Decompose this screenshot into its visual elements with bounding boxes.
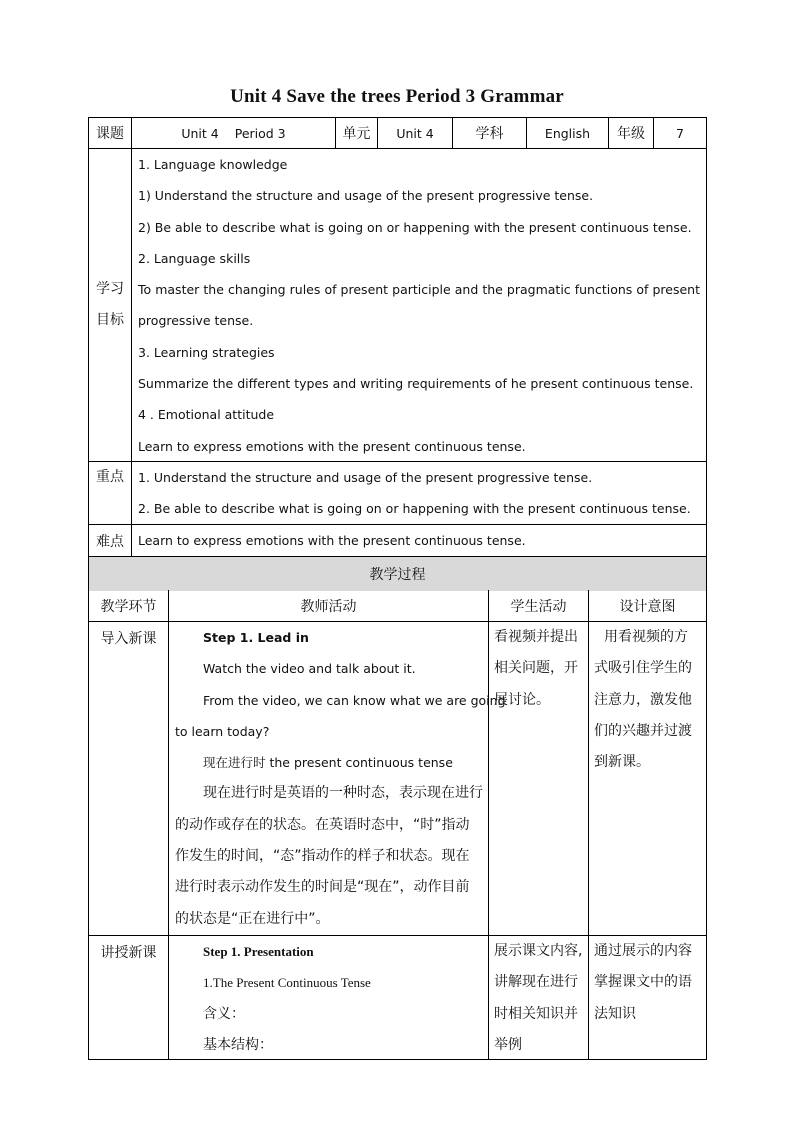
- objectives-label: [89, 149, 132, 461]
- intent-line: 通过展示的内容: [594, 943, 692, 959]
- key-points-label: [89, 462, 132, 524]
- design-intent-cell: [589, 622, 706, 935]
- difficulty-line: Learn to express emotions with the present continuous tense.: [138, 533, 526, 548]
- intent-line: 式吸引住学生的: [594, 660, 692, 677]
- teacher-activity-cell: [169, 936, 489, 1059]
- student-activity-cell: [489, 936, 589, 1059]
- teacher-line: 现在进行时 the present continuous tense: [203, 755, 453, 771]
- teacher-line: 基本结构：: [203, 1036, 273, 1053]
- teacher-line: Watch the video and talk about it.: [203, 661, 416, 677]
- topic-period: Period 3: [234, 125, 286, 141]
- intent-line: 们的兴趣并过渡: [594, 722, 692, 739]
- intent-line: 用看视频的方: [604, 629, 688, 645]
- teacher-line: 作发生的时间，“态”指动作的样子和状态。现在: [175, 848, 470, 865]
- objectives-row: [88, 149, 707, 462]
- teacher-line: 进行时表示动作发生的时间是“现在”，动作目前: [175, 879, 470, 896]
- lesson-plan-table: [88, 117, 707, 1060]
- teacher-line: 1.The Present Continuous Tense: [203, 975, 371, 991]
- intent-line: 法知识: [594, 1005, 636, 1022]
- key-points-label-text: 重点: [96, 469, 124, 485]
- label-grade: 年级: [609, 118, 654, 148]
- student-line: 时相关知识并: [494, 1005, 578, 1022]
- objective-line: progressive tense.: [138, 313, 254, 329]
- col-student-header: 学生活动: [489, 590, 589, 621]
- col-stage-header: 教学环节: [89, 590, 169, 621]
- process-heading: 教学过程: [89, 557, 706, 591]
- objective-line: 3. Learning strategies: [138, 344, 275, 360]
- design-intent-cell: [589, 936, 706, 1059]
- label-unit: 单元: [336, 118, 378, 148]
- process-heading-row: [88, 557, 707, 590]
- student-line: 展示课文内容,: [494, 943, 583, 959]
- stage-cell: 导入新课: [89, 622, 169, 935]
- teacher-line: 的状态是“正在进行中”。: [175, 910, 330, 927]
- grade-value: 7: [676, 125, 684, 141]
- process-row-presentation: [88, 936, 707, 1060]
- teacher-line: to learn today?: [175, 723, 270, 739]
- teacher-line: Step 1. Lead in: [203, 630, 309, 645]
- subject-value: English: [527, 118, 609, 148]
- topic-unit: Unit 4: [181, 125, 219, 141]
- objectives-content: [132, 149, 706, 461]
- teacher-line: Step 1. Presentation: [203, 944, 314, 959]
- student-activity-cell: [489, 622, 589, 935]
- label-subject: 学科: [453, 118, 527, 148]
- objective-line: 4 . Emotional attitude: [138, 407, 275, 423]
- objective-line: 1. Language knowledge: [138, 157, 288, 172]
- difficulties-label-text: 难点: [96, 533, 124, 550]
- objectives-label-line1: 学习: [96, 280, 124, 297]
- key-point-line: 1. Understand the structure and usage of the present progressive tense.: [138, 470, 593, 485]
- intent-line: 掌握课文中的语: [594, 974, 692, 991]
- label-topic: 课题: [89, 118, 132, 148]
- process-columns-row: [88, 590, 707, 622]
- student-line: 讲解现在进行: [494, 974, 578, 991]
- objective-line: To master the changing rules of present participle and the pragmatic functions of present: [138, 282, 700, 298]
- col-teacher-header: 教师活动: [169, 590, 489, 621]
- unit-value: Unit 4: [378, 118, 453, 148]
- process-row-lead-in: [88, 622, 707, 936]
- key-points-row: [88, 462, 707, 525]
- teacher-line: From the video, we can know what we are going: [203, 692, 506, 708]
- student-line: 相关问题，开: [494, 660, 578, 677]
- topic-value: [132, 118, 336, 148]
- key-points-content: [132, 462, 706, 524]
- teacher-line: 现在进行时是英语的一种时态，表示现在进行: [203, 785, 483, 802]
- col-intent-header: 设计意图: [619, 598, 676, 615]
- objective-line: Summarize the different types and writing requirements of he present continuous tense.: [138, 376, 694, 392]
- intent-line: 注意力，激发他: [594, 691, 692, 708]
- student-line: 看视频并提出: [494, 629, 578, 645]
- difficulties-content: [132, 525, 706, 556]
- objective-line: 2) Be able to describe what is going on or happening with the present continuous tense.: [138, 219, 692, 235]
- difficulties-label: [89, 525, 132, 556]
- student-line: 展讨论。: [494, 691, 550, 708]
- intent-line: 到新课。: [594, 754, 650, 771]
- teacher-line: 的动作或存在的状态。在英语时态中，“时”指动: [175, 816, 470, 833]
- objective-line: 2. Language skills: [138, 250, 251, 266]
- objective-line: 1) Understand the structure and usage of the present progressive tense.: [138, 188, 594, 204]
- student-line: 举例: [494, 1036, 522, 1053]
- header-row: [88, 117, 707, 149]
- stage-cell: 讲授新课: [89, 936, 169, 1059]
- objectives-label-line2: 目标: [96, 312, 124, 328]
- objective-line: Learn to express emotions with the present continuous tense.: [138, 438, 526, 454]
- teacher-line: 含义：: [203, 1005, 245, 1022]
- document-title: Unit 4 Save the trees Period 3 Grammar: [230, 86, 564, 107]
- key-point-line: 2. Be able to describe what is going on or happening with the present continuous tense.: [138, 501, 691, 517]
- difficulties-row: [88, 525, 707, 557]
- teacher-activity-cell: [169, 622, 506, 935]
